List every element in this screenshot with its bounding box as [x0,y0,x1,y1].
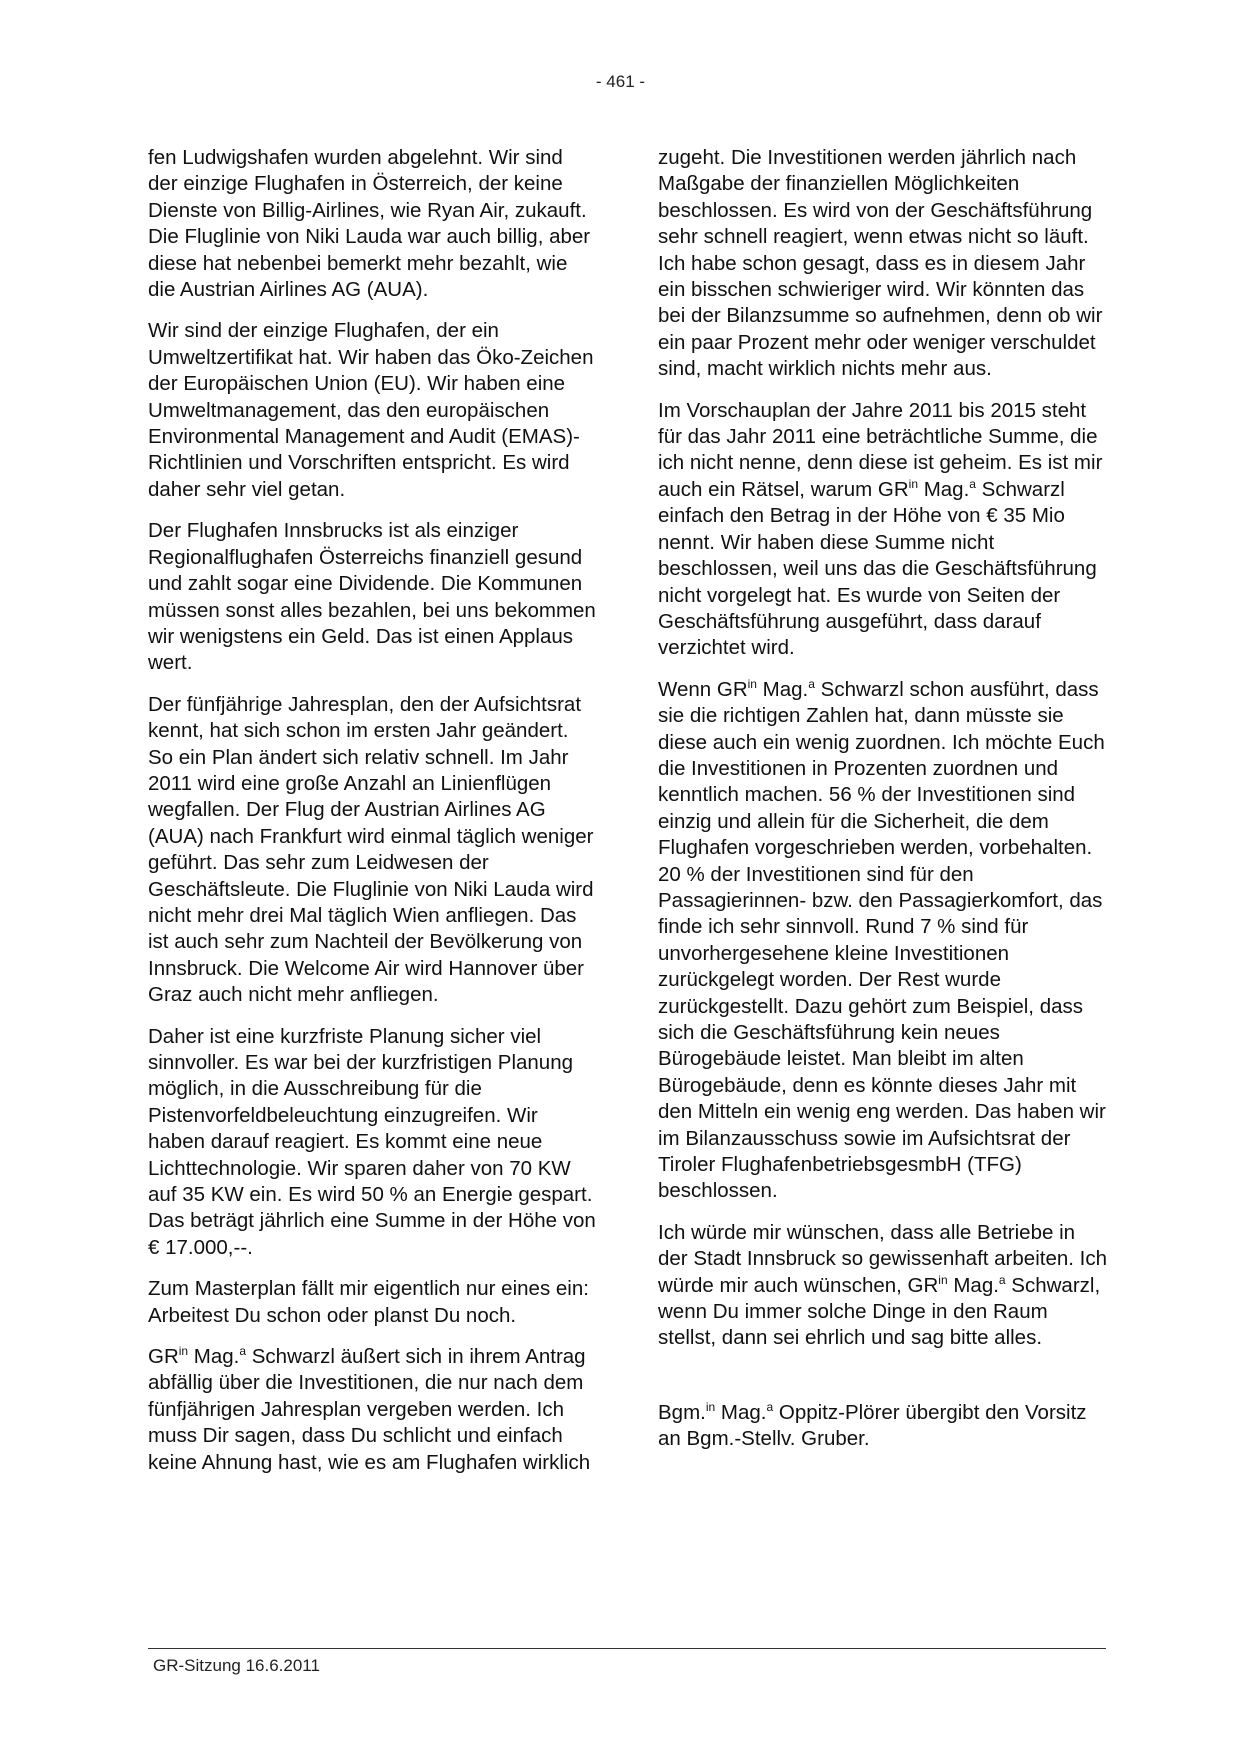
paragraph: fen Ludwigshafen wurden abgelehnt. Wir sind der einzige Flughafen in Österreich, der keine Dienste von Billig-Airlines, wie Ryan Air, zukauft. Die Fluglinie von Niki Lauda war auch billig, aber diese hat nebenbei bemerkt mehr bezahlt, wie die Austrian Airlines AG (AUA). [148,146,591,302]
title-gr: GR [907,1273,939,1297]
title-mag: Mag. [715,1400,767,1424]
paragraph [658,398,1108,662]
paragraph: Der fünfjährige Jahresplan, den der Aufsichtsrat kennt, hat sich schon im ersten Jahr geändert. So ein Plan ändert sich relativ schnell. Im Jahr 2011 wird eine große Anzahl an Linienflügen wegfallen. Der Flug der Austrian Airlines AG (AUA) nach Frankfurt wird einmal täglich weniger geführt. Das sehr zum Leidwesen der Geschäftsleute. Die Fluglinie von Niki Lauda wird nicht mehr drei Mal täglich Wien anfliegen. Das ist auch sehr zum Nachteil der Bevölkerung von Innsbruck. Die Welcome Air wird Hannover über Graz auch nicht mehr anfliegen. [148,692,594,1007]
title-mag: Mag. [188,1345,240,1369]
paragraph-text: Im Vorschauplan der Jahre 2011 bis 2015 steht für das Jahr 2011 eine beträchtliche Summe, die ich nicht nenne, denn diese ist geheim. Es ist mir auch ein Rätsel, warum [658,398,1103,501]
chair-handover-note [658,1400,1108,1453]
title-gr: GR [148,1345,179,1369]
page-number: - 461 - [595,72,646,91]
title-superscript: in [747,676,757,691]
paragraph [658,677,1108,1205]
title-gr: GR [716,677,748,701]
right-column [658,145,1108,1468]
paragraph: zugeht. Die Investitionen werden jährlich nach Maßgabe der finanziellen Möglichkeiten beschlossen. Es wird von der Geschäftsführung sehr schnell reagiert, wenn etwas nicht so läuft. Ich habe schon gesagt, dass es in diesem Jahr ein bisschen schwieriger wird. Wir könnten das bei der Bilanzsumme so aufnehmen, denn ob wir ein paar Prozent mehr oder weniger verschuldet sind, macht wirklich nichts mehr aus. [658,146,1103,381]
title-gr: GR [877,477,909,501]
title-mag: Mag. [918,477,970,501]
left-column [148,145,598,1491]
title-bgm: Bgm. [658,1400,706,1424]
title-superscript: in [705,1399,716,1414]
footer-session-date: GR-Sitzung 16.6.2011 [153,1656,320,1675]
paragraph: Zum Masterplan fällt mir eigentlich nur eines ein: Arbeitest Du schon oder planst Du noch. [148,1277,589,1327]
paragraph: Der Flughafen Innsbrucks ist als einziger Regionalflughafen Österreichs finanziell gesund und zahlt sogar eine Dividende. Die Kommunen müssen sonst alles bezahlen, bei uns bekommen wir wenigstens ein Geld. Das ist einen Applaus wert. [148,519,596,675]
paragraph-text: Oppitz-Plörer übergibt den Vorsitz an Bgm.-Stellv. Gruber. [658,1400,1087,1451]
title-mag: Mag. [947,1273,999,1297]
title-superscript: a [969,476,976,491]
paragraph-text: Schwarzl schon ausführt, dass sie die richtigen Zahlen hat, dann müsste sie diese auch ein wenig zuordnen. Ich möchte Euch die Investitionen in Prozenten zuordnen und kenntlich machen. 56 % der Investitionen sind einzig und allein für die Sicherheit, die dem Flughafen vorgeschrieben werden, vorbehalten. 20 % der Investitionen sind für den Passagierinnen- bzw. den Passagierkomfort, das finde ich sehr sinnvoll. Rund 7 % sind für unvorhergesehene kleine Investitionen zurückgelegt worden. Der Rest wurde zurückgestellt. Dazu gehört zum Beispiel, dass sich die Geschäftsführung kein neues Bürogebäude leistet. Man bleibt im alten Bürogebäude, denn es könnte dieses Jahr mit den Mitteln ein wenig eng werden. Das haben wir im Bilanzausschuss sowie im Aufsichtsrat der Tiroler FlughafenbetriebsgesmbH (TFG) beschlossen. [658,677,1106,1203]
title-superscript: in [178,1344,189,1359]
paragraph-text: Schwarzl, wenn Du immer solche Dinge in den Raum stellst, dann sei ehrlich und sag bitte alles. [658,1273,1101,1350]
footer-divider [148,1648,1106,1649]
title-superscript: a [239,1344,247,1359]
paragraph-text: Ich würde mir wünschen, dass alle Betriebe in der Stadt Innsbruck so gewissenhaft arbeiten. Ich würde mir auch wünschen, [658,1220,1107,1297]
title-mag: Mag. [756,677,809,701]
paragraph-text: Wenn [658,677,717,701]
title-superscript: a [998,1272,1006,1287]
title-superscript: a [808,676,815,691]
paragraph: Daher ist eine kurzfriste Planung sicher viel sinnvoller. Es war bei der kurzfristigen Planung möglich, in die Ausschreibung für die Pistenvorfeldbeleuchtung einzugreifen. Wir haben darauf reagiert. Es kommt eine neue Lichttechnologie. Wir sparen daher von 70 KW auf 35 KW ein. Es wird 50 % an Energie gespart. Das beträgt jährlich eine Summe in der Höhe von € 17.000,--. [148,1024,596,1259]
paragraph [658,1220,1108,1352]
title-superscript: in [938,1272,948,1287]
title-superscript: a [766,1399,774,1414]
paragraph: Wir sind der einzige Flughafen, der ein Umweltzertifikat hat. Wir haben das Öko-Zeichen der Europäischen Union (EU). Wir haben eine Umweltmanagement, das den europäischen Environmental Management and Audit (EMAS)-Richtlinien und Vorschriften entspricht. Es wird daher sehr viel getan. [148,319,594,501]
paragraph-text: Schwarzl einfach den Betrag in der Höhe von € 35 Mio nennt. Wir haben diese Summe nicht beschlossen, weil uns das die Geschäftsführung nicht vorgelegt hat. Es wurde von Seiten der Geschäftsführung ausgeführt, dass darauf verzichtet wird. [658,477,1097,660]
title-superscript: in [908,476,918,491]
paragraph-text: Schwarzl äußert sich in ihrem Antrag abfällig über die Investitionen, die nur nach dem fünfjährigen Jahresplan vergeben werden. Ich muss Dir sagen, dass Du schlicht und einfach keine Ahnung hast, wie es am Flughafen wirklich [148,1345,591,1474]
paragraph [148,1344,598,1476]
